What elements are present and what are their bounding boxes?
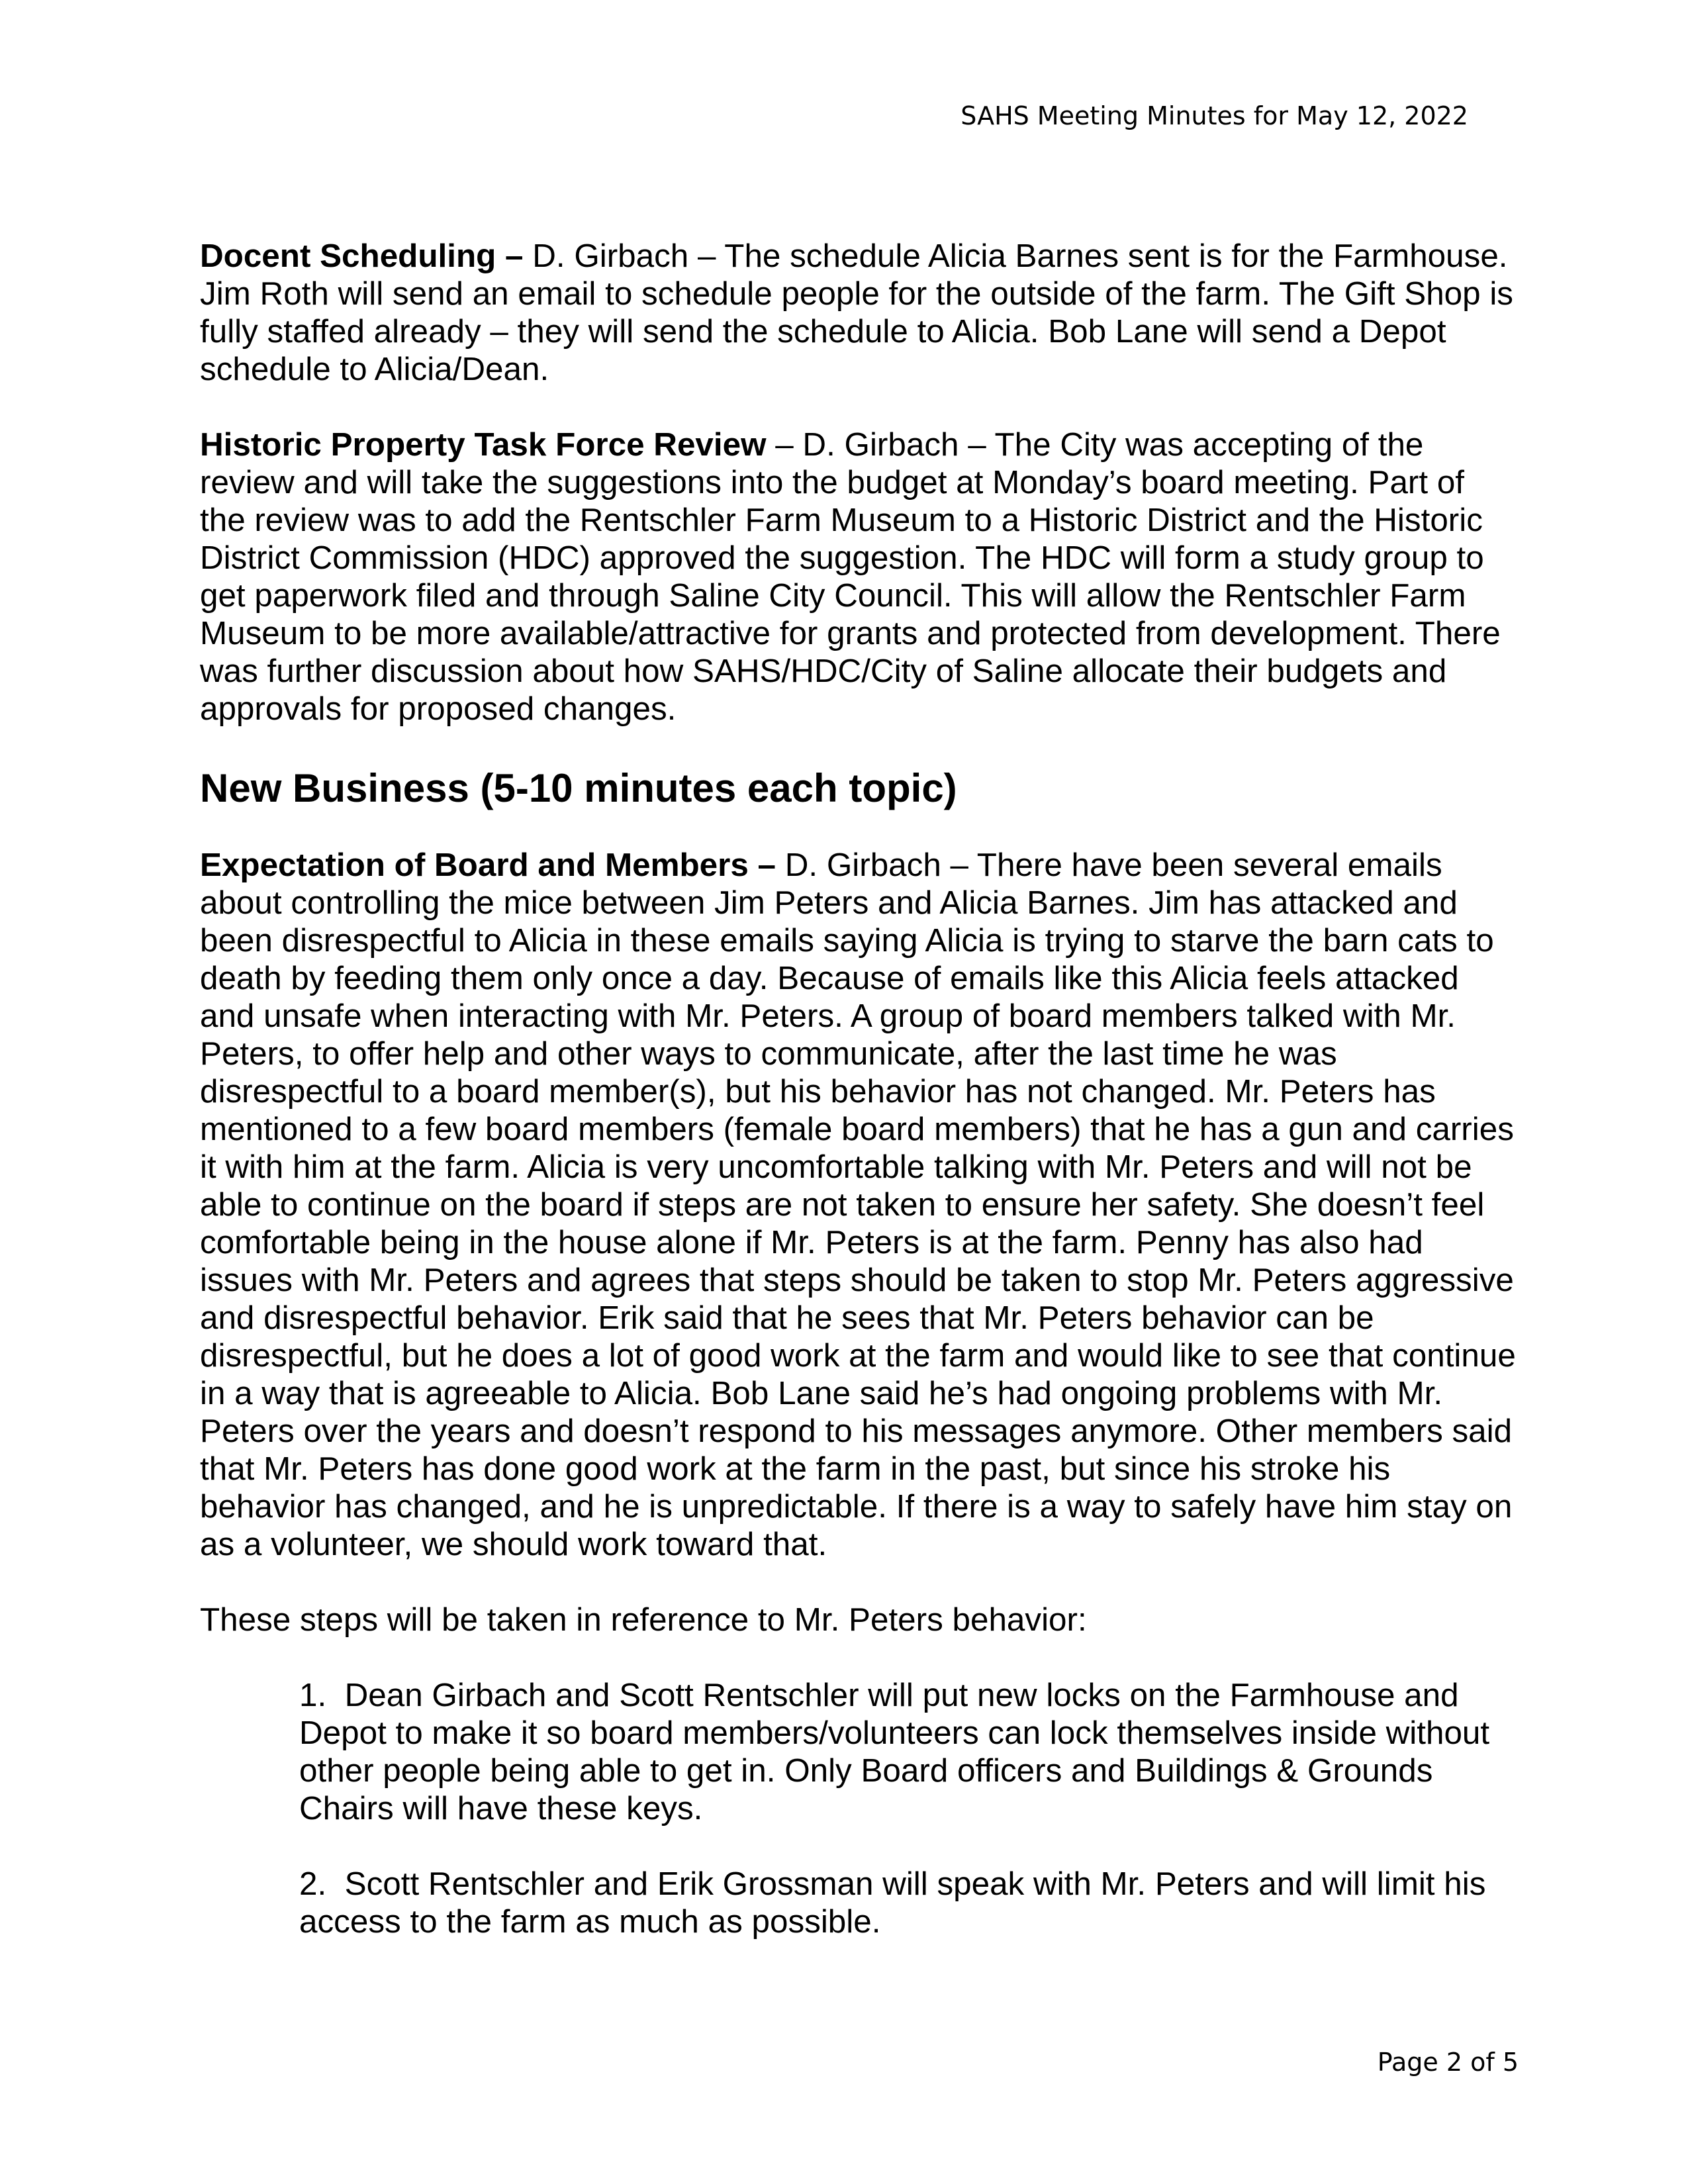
expectation-paragraph bbox=[200, 846, 1517, 1563]
steps-list bbox=[200, 1676, 1517, 1940]
historic-property-heading: Historic Property Task Force Review bbox=[200, 426, 767, 463]
list-item: 2. Scott Rentschler and Erik Grossman will speak with Mr. Peters and will limit his access to the farm as much as possible. bbox=[299, 1866, 1486, 1940]
docent-scheduling-heading: Docent Scheduling – bbox=[200, 238, 524, 274]
historic-property-paragraph bbox=[200, 426, 1517, 728]
steps-intro: These steps will be taken in reference to Mr. Peters behavior: bbox=[200, 1601, 1087, 1638]
docent-scheduling-paragraph bbox=[200, 237, 1517, 388]
new-business-heading: New Business (5-10 minutes each topic) bbox=[200, 766, 957, 810]
expectation-text: D. Girbach – There have been several emails about controlling the mice between Jim Peters and Alicia Barnes. Jim has attacked and been disrespectful to Alicia in these emails saying Alicia is trying to starve the barn cats to death by feeding them only once a day. Because of emails like this Alicia feels attacked and unsafe when interacting with Mr. Peters. A group of board members talked with Mr. Peters, to offer help and other ways to communicate, after the last time he was disrespectful to a board member(s), but his behavior has not changed. Mr. Peters has mentioned to a few board members (female board members) that he has a gun and carries it with him at the farm. Alicia is very uncomfortable talking with Mr. Peters and will not be able to continue on the board if steps are not taken to ensure her safety. She doesn’t feel comfortable being in the house alone if Mr. Peters is at the farm. Penny has also had issues with Mr. Peters and agrees that steps should be taken to stop Mr. Peters aggressive and disrespectful behavior. Erik said that he sees that Mr. Peters behavior can be disrespectful, but he does a lot of good work at the farm and would like to see that continue in a way that is agreeable to Alicia. Bob Lane said he’s had ongoing problems with Mr. Peters over the years and doesn’t respond to his messages anymore. Other members said that Mr. Peters has done good work at the farm in the past, but since his stroke his behavior has changed, and he is unpredictable. If there is a way to safely have him stay on as a volunteer, we should work toward that. bbox=[200, 847, 1516, 1562]
historic-property-text: – D. Girbach – The City was accepting of the review and will take the suggestions into the budget at Monday’s board meeting. Part of the review was to add the Rentschler Farm Museum to a Historic District and the Historic District Commission (HDC) approved the suggestion. The HDC will form a study group to get paperwork filed and through Saline City Council. This will allow the Rentschler Farm Museum to be more available/attractive for grants and protected from development. There was further discussion about how SAHS/HDC/City of Saline allocate their budgets and approvals for proposed changes. bbox=[200, 426, 1501, 727]
docent-scheduling-text: D. Girbach – The schedule Alicia Barnes sent is for the Farmhouse. Jim Roth will send an email to schedule people for the outside of the farm. The Gift Shop is fully staffed already – they will send the schedule to Alicia. Bob Lane will send a Depot schedule to Alicia/Dean. bbox=[200, 238, 1513, 387]
page-number: Page 2 of 5 bbox=[1377, 2048, 1519, 2077]
expectation-heading: Expectation of Board and Members – bbox=[200, 847, 776, 883]
document-body bbox=[200, 237, 1517, 1940]
running-header: SAHS Meeting Minutes for May 12, 2022 bbox=[961, 101, 1468, 130]
list-item: 1. Dean Girbach and Scott Rentschler will put new locks on the Farmhouse and Depot to make it so board members/volunteers can lock themselves inside without other people being able to get in. Only Board officers and Buildings & Grounds Chairs will have these keys. bbox=[299, 1677, 1490, 1827]
